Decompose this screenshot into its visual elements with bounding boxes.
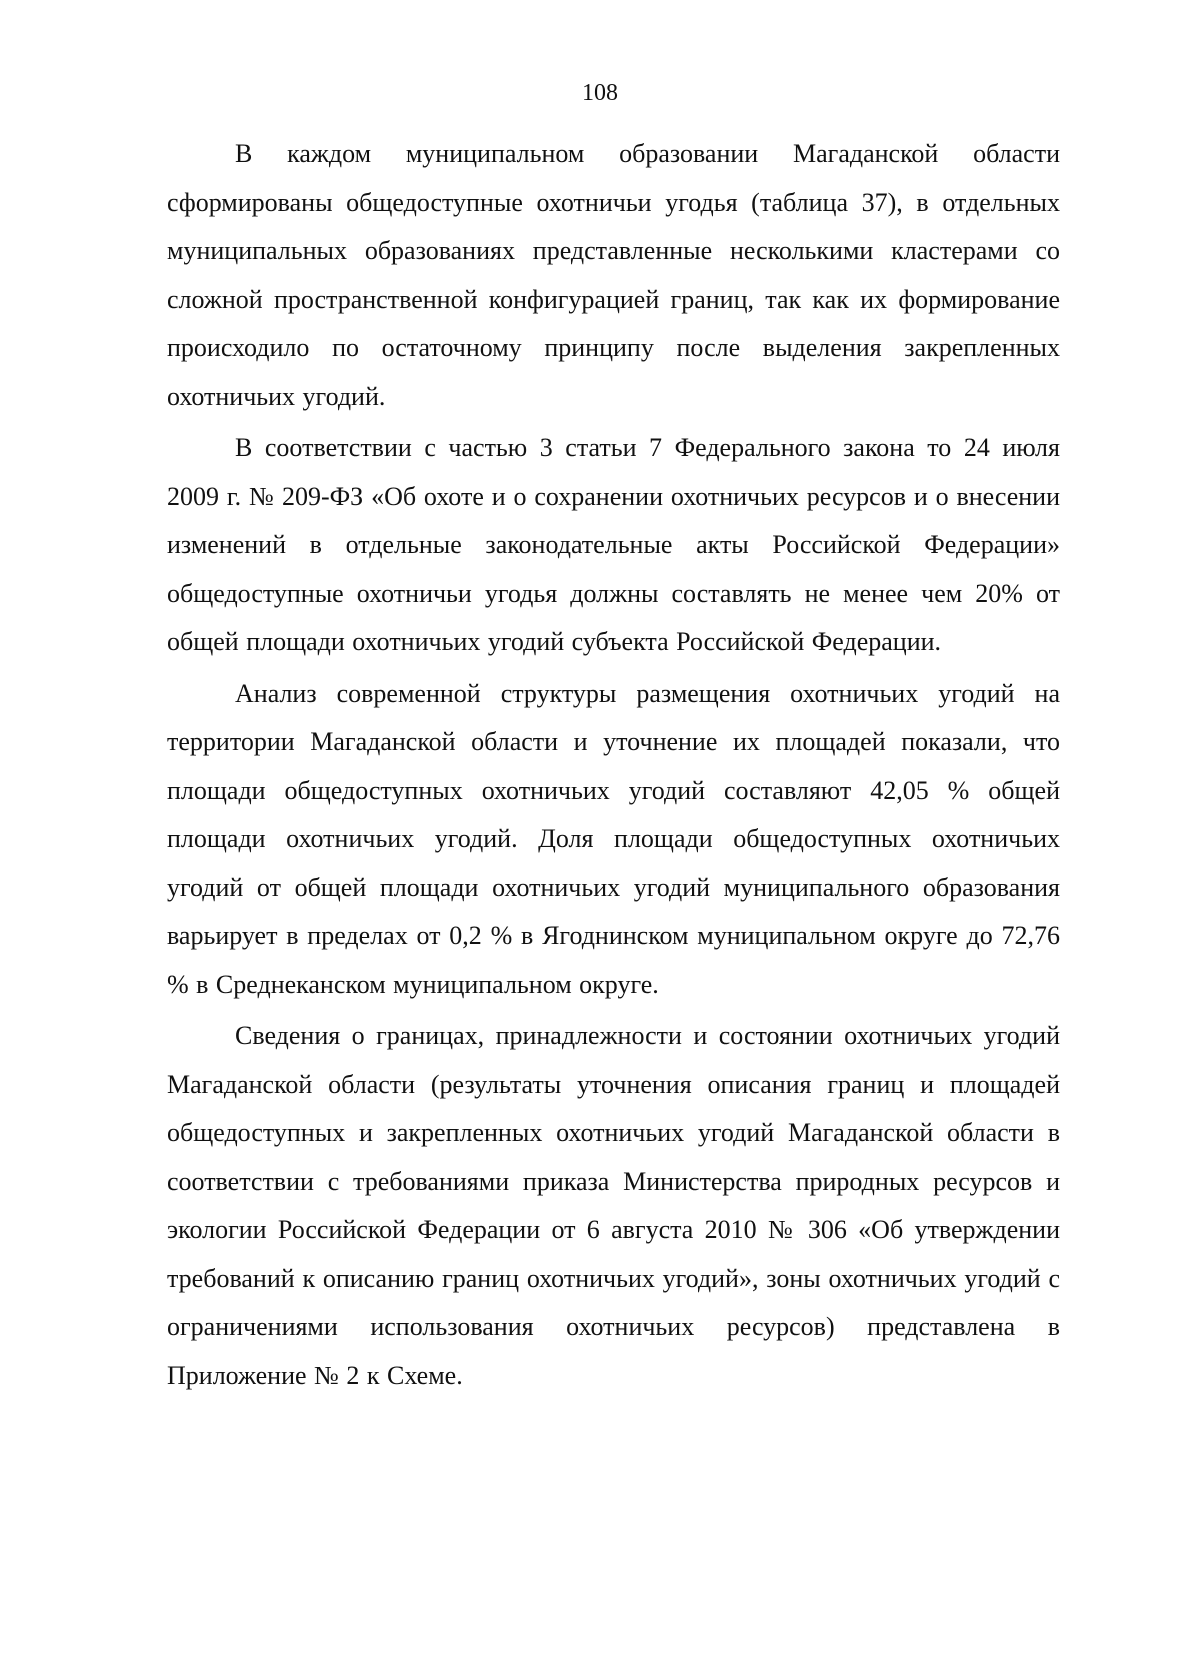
paragraph-federal-law-requirement: В соответствии с частью 3 статьи 7 Федерального закона то 24 июля 2009 г. № 209-ФЗ «Об охоте и о сохранении охотничьих ресурсов и о внесении изменений в отдельные законодательные акты Российской Федерации» общедоступные охотничьи угодья должны составлять не менее чем 20% от общей площади охотничьих угодий субъекта Российской Федерации. — [167, 433, 1060, 656]
paragraph-structure-analysis: Анализ современной структуры размещения охотничьих угодий на территории Магаданской области и уточнение их площадей показали, что площади общедоступных охотничьих угодий составляют 42,05 % общей площади охотничьих угодий. Доля площади общедоступных охотничьих угодий от общей площади охотничьих угодий муниципального образования варьирует в пределах от 0,2 % в Ягоднинском муниципальном округе до 72,76 % в Среднеканском муниципальном округе. — [167, 678, 1060, 999]
page-number: 108 — [582, 80, 618, 106]
paragraph-hunting-grounds-formation: В каждом муниципальном образовании Магаданской области сформированы общедоступные охотничьи угодья (таблица 37), в отдельных муниципальных образованиях представленные несколькими кластерами со сложной пространственной конфигурацией границ, так как их формирование происходило по остаточному принципу после выделения закрепленных охотничьих угодий. — [167, 139, 1060, 411]
paragraph-boundaries-information: Сведения о границах, принадлежности и состоянии охотничьих угодий Магаданской области (результаты уточнения описания границ и площадей общедоступных и закрепленных охотничьих угодий Магаданской области в соответствии с требованиями приказа Министерства природных ресурсов и экологии Российской Федерации от 6 августа 2010 № 306 «Об утверждении требований к описанию границ охотничьих угодий», зоны охотничьих угодий с ограничениями использования охотничьих ресурсов) представлена в Приложение № 2 к Схеме. — [167, 1021, 1060, 1390]
document-body — [167, 130, 1060, 1400]
